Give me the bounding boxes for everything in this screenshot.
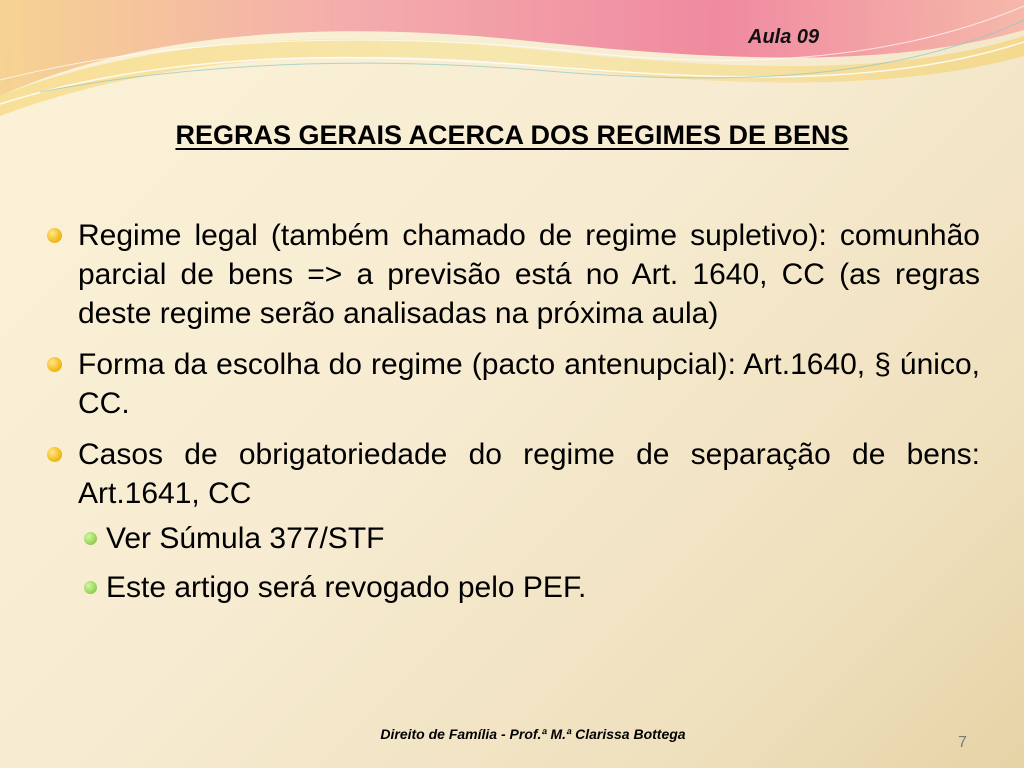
- sub-bullet-text: Este artigo será revogado pelo PEF.: [106, 571, 587, 604]
- sub-bullet-list: [78, 519, 980, 607]
- bullet-list: [44, 216, 980, 619]
- header-decoration: [0, 0, 1024, 120]
- sub-bullet-item: [78, 568, 980, 607]
- bullet-dot-icon: [47, 357, 62, 372]
- sub-bullet-dot-icon: [84, 532, 97, 545]
- bullet-item: [44, 435, 980, 607]
- lesson-label: Aula 09: [748, 26, 820, 48]
- bullet-text: Forma da escolha do regime (pacto antenupcial): Art.1640, § único, CC.: [78, 348, 980, 420]
- sub-bullet-dot-icon: [84, 581, 97, 594]
- page-number: 7: [958, 734, 967, 751]
- sub-bullet-item: [78, 519, 980, 558]
- bullet-text: Regime legal (também chamado de regime supletivo): comunhão parcial de bens => a previsão está no Art. 1640, CC (as regras deste regime serão analisadas na próxima aula): [78, 219, 980, 330]
- sub-bullet-text: Ver Súmula 377/STF: [106, 522, 385, 555]
- slide-title: REGRAS GERAIS ACERCA DOS REGIMES DE BENS: [175, 120, 849, 150]
- bullet-text: Casos de obrigatoriedade do regime de separação de bens: Art.1641, CC: [78, 438, 980, 510]
- footer-text: Direito de Família - Prof.ª M.ª Clarissa Bottega: [380, 726, 686, 742]
- bullet-item: [44, 345, 980, 423]
- bullet-dot-icon: [47, 447, 62, 462]
- bullet-item: [44, 216, 980, 333]
- bullet-dot-icon: [47, 228, 62, 243]
